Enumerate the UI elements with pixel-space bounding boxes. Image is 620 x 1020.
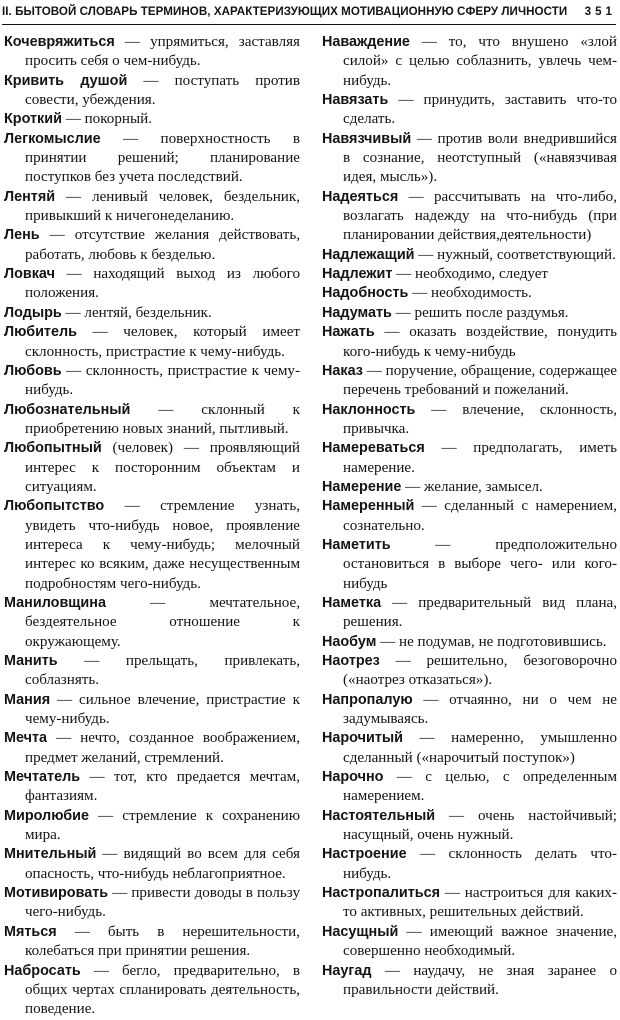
entry-definition: — быть в нерешительности, колебаться при принятии решения. [25,923,300,960]
entry-term: Наклонность [322,401,416,418]
dictionary-entry [322,652,617,691]
entry-term: Любовь [4,362,62,379]
entry-term: Кроткий [4,111,62,128]
entry-term: Настроение [322,846,407,863]
dictionary-entry [322,807,617,846]
dictionary-entry [4,923,300,962]
entry-term: Любознательный [4,401,131,418]
dictionary-entry [322,304,617,323]
entry-definition: — оказать воздействие, понудить кого-нибудь к чему-нибудь [343,324,617,360]
dictionary-entry [4,226,300,265]
entry-definition: — бегло, предварительно, в общих чертах спланировать деятельность, поведение. [25,962,300,1018]
entry-term: Наметить [322,536,391,553]
dictionary-entry [4,401,300,440]
entry-definition: — привести доводы в пользу чего-нибудь. [25,885,300,921]
entry-term: Мотивировать [4,885,109,902]
dictionary-entry [322,729,617,768]
entry-definition: — с целью, с определенным намерением. [343,769,617,805]
entry-definition: — стремление к сохранению мира. [25,807,300,844]
entry-definition: — поручение, обращение, содержащее перечень требований и пожеланий. [343,362,617,399]
entry-definition: — наудачу, не зная заранее о правильности действий. [343,962,617,998]
dictionary-entry [322,884,617,923]
entry-definition: — сильное влечение, пристрастие к чему-нибудь. [25,691,300,728]
dictionary-entry [322,439,617,478]
page-number: 351 [584,5,616,18]
dictionary-entry [322,691,617,730]
entry-term: Наотрез [322,653,380,669]
entry-definition: — находящий выход из любого положения. [25,266,300,302]
entry-definition: — отсутствие желания действовать, работать, любовь к безделью. [25,227,300,263]
entry-definition: — сделанный с намерением, сознательно. [343,498,617,534]
dictionary-entry [4,33,300,72]
dictionary-entry [4,110,300,129]
entry-definition: — предположительно остановиться в выборе чего- или кого-нибудь [343,536,617,592]
dictionary-entry [4,691,300,730]
entry-definition: — лентяй, бездельник. [61,304,212,321]
entry-definition: — решить после раздумья. [391,304,569,321]
entry-definition: — мечтательное, бездеятельное отношение к окружающему. [25,594,300,650]
entry-term: Надлежит [322,266,393,283]
entry-term: Маниловщина [4,594,106,611]
dictionary-entry [322,497,617,536]
dictionary-entry [322,284,617,303]
entry-term: Любопытный [4,440,102,457]
entry-term: Лень [4,227,40,244]
entry-term: Надумать [322,304,392,321]
entry-definition: — упрямиться, заставляя просить себя о чем-нибудь. [25,34,300,70]
dictionary-entry [322,845,617,884]
entry-term: Легкомыслие [4,130,101,147]
entry-definition: — видящий во всем для себя опасность, что-нибудь неблагоприятное. [25,846,300,882]
entry-definition: — склонность, пристрастие к чему-нибудь. [25,362,300,399]
entry-term: Манить [4,653,58,669]
entry-term: Кривить душой [4,72,128,89]
entry-definition: — влечение, склонность, привычка. [343,401,617,437]
dictionary-entry [4,497,300,594]
entry-term: Намереваться [322,440,425,457]
dictionary-entry [4,884,300,923]
entry-definition: — склонный к приобретению новых знаний, пытливый. [25,401,300,437]
entry-definition: (человек) — проявляющий интерес к посторонним объектам и ситуациям. [25,440,300,495]
dictionary-entry [4,594,300,652]
dictionary-entry [322,188,617,246]
entry-definition: — рассчитывать на что-либо, возлагать надежду на что-нибудь (при планировании действия,деятельности) [343,188,617,244]
entry-term: Напропалую [322,691,413,708]
entry-term: Надлежащий [322,246,415,263]
entry-definition: — отчаянно, ни о чем не задумываясь. [343,691,617,728]
dictionary-entry [4,439,300,497]
entry-term: Насущный [322,923,399,940]
dictionary-entry [322,401,617,440]
dictionary-entry [4,72,300,111]
entry-definition: — решительно, безоговорочно («наотрез отказаться»). [343,653,617,689]
entry-term: Любитель [4,324,77,341]
entry-term: Мания [4,691,51,708]
entry-term: Нарочитый [322,730,404,747]
dictionary-entry [4,130,300,188]
dictionary-entry [322,323,617,362]
entry-term: Лодырь [4,304,62,321]
entry-term: Наметка [322,594,382,611]
entry-term: Наобум [322,633,377,650]
dictionary-entry [322,265,617,284]
entry-term: Мнительный [4,846,97,863]
dictionary-entry [4,962,300,1020]
dictionary-entry [322,362,617,401]
entry-term: Намерение [322,478,402,495]
entry-term: Ловкач [4,266,55,283]
entry-definition: — необходимо, следует [392,266,549,283]
running-title: II. БЫТОВОЙ СЛОВАРЬ ТЕРМИНОВ, ХАРАКТЕРИЗУЮЩИХ МОТИВАЦИОННУЮ СФЕРУ ЛИЧНОСТИ [2,5,568,18]
dictionary-entry [322,478,617,497]
dictionary-entry [4,323,300,362]
entry-term: Кочевряжиться [4,34,115,50]
entry-definition: — предварительный вид плана, решения. [343,594,617,631]
dictionary-entry [4,845,300,884]
dictionary-entry [322,130,617,188]
entry-term: Лентяй [4,188,56,205]
dictionary-entry [322,962,617,1001]
dictionary-entry [322,536,617,594]
entry-definition: — человек, который имеет склонность, пристрастие к чему-нибудь. [25,324,300,360]
entry-term: Набросать [4,962,81,979]
dictionary-entry [322,91,617,130]
entry-definition: — против воли внедрившийся в сознание, неотступный («навязчивая идея, мысль»). [343,130,617,186]
entry-definition: — поверхностность в принятии решений; планирование поступков без учета последствий. [25,130,300,186]
entry-term: Миролюбие [4,807,90,824]
entry-term: Настропалиться [322,885,441,902]
dictionary-entry [322,633,617,652]
entry-term: Настоятельный [322,807,436,824]
entry-definition: — покорный. [61,111,152,128]
entry-term: Мяться [4,923,57,940]
entry-definition: — очень настойчивый; насущный, очень нужный. [343,807,617,844]
dictionary-entry [4,729,300,768]
entry-term: Наваждение [322,34,410,50]
dictionary-entry [322,923,617,962]
entry-definition: — не подумав, не подготовившись. [376,633,607,650]
entry-definition: — предполагать, иметь намерение. [343,440,617,476]
entry-definition: — принудить, заставить что-то сделать. [343,92,617,128]
dictionary-entry [4,807,300,846]
dictionary-entry [4,768,300,807]
entry-definition: — тот, кто предается мечтам, фантазиям. [25,769,300,805]
entry-term: Наказ [322,362,363,379]
right-column [322,33,617,998]
entry-definition: — необходимость. [408,285,532,302]
entry-definition: — нечто, созданное воображением, предмет желаний, стремлений. [25,730,300,766]
entry-definition: — имеющий важное значение, совершенно необходимый. [343,923,617,960]
entry-definition: — настроиться для каких-то активных, решительных действий. [343,885,617,921]
entry-term: Нажать [322,324,375,341]
entry-term: Нарочно [322,769,384,786]
dictionary-entry [4,188,300,227]
entry-term: Надеяться [322,188,399,205]
entry-definition: — прельщать, привлекать, соблазнять. [25,653,300,689]
dictionary-entry [322,33,617,91]
dictionary-entry [322,246,617,265]
running-header [2,2,616,25]
entry-term: Навязчивый [322,130,412,147]
left-column [4,33,301,1018]
entry-term: Намеренный [322,498,415,515]
entry-definition: — ленивый человек, бездельник, привыкший к ничегонеделанию. [25,188,300,225]
entry-definition: — намеренно, умышленно сделанный («нарочитый поступок») [343,730,617,766]
dictionary-entry [322,768,617,807]
entry-definition: — поступать против совести, убеждения. [25,72,301,109]
entry-term: Любопытство [4,498,105,515]
entry-term: Навязать [322,92,389,109]
dictionary-entry [4,304,300,323]
entry-definition: — то, что внушено «злой силой» с целью соблазнить, увлечь чем-нибудь. [343,34,617,89]
entry-term: Надобность [322,285,409,302]
entry-term: Мечтатель [4,769,81,786]
dictionary-entry [4,362,300,401]
entry-term: Мечта [4,730,48,747]
entry-definition: — желание, замысел. [401,478,543,495]
dictionary-entry [4,652,300,691]
dictionary-entry [4,265,300,304]
entry-definition: — склонность делать что-нибудь. [343,846,617,882]
dictionary-entry [322,594,617,633]
entry-definition: — нужный, соответствующий. [414,246,616,263]
entry-definition: — стремление узнать, увидеть что-нибудь новое, проявление интереса к чему-нибудь; мелочный интерес ко всяким, даже несущественным подробностям чего-нибудь. [25,498,300,592]
entry-term: Наугад [322,962,372,979]
